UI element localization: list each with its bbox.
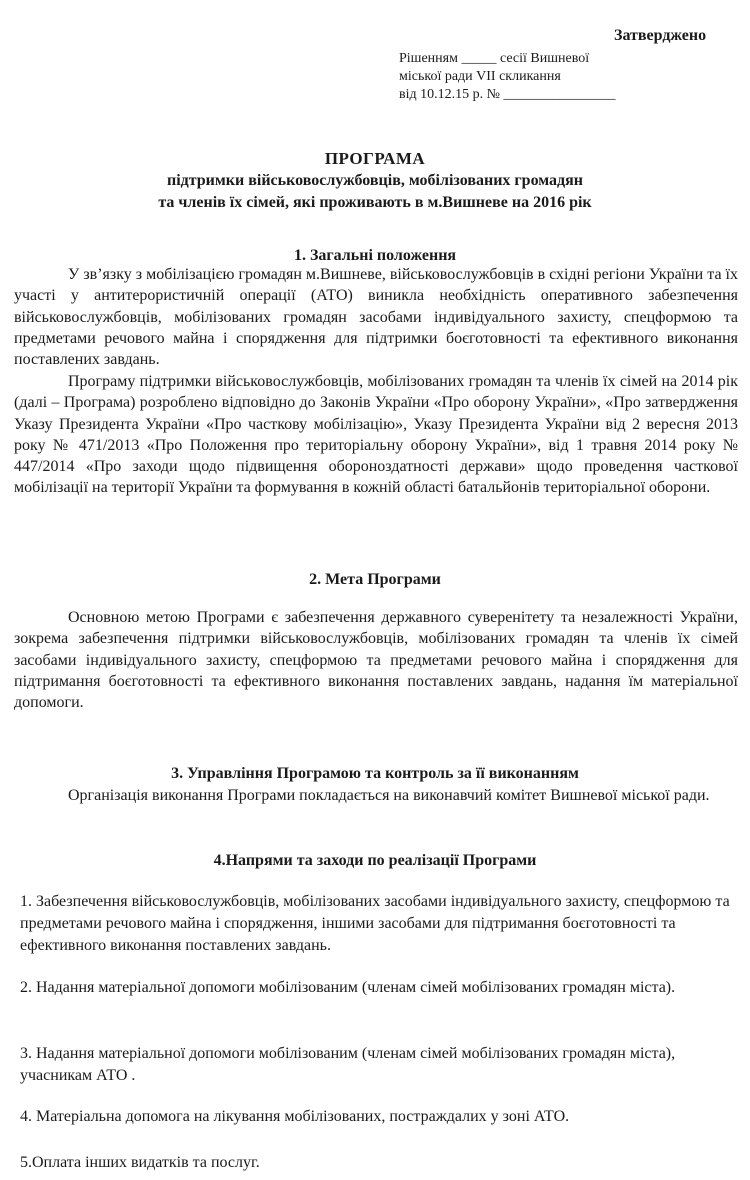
decision-line-1: Рішенням _____ сесії Вишневої	[399, 51, 590, 66]
list-item: 4. Матеріальна допомога на лікування мобілізованих, постраждалих у зоні АТО.	[20, 1108, 570, 1125]
section-3-heading: 3. Управління Програмою та контроль за її виконанням	[171, 765, 579, 782]
list-item: 2. Надання матеріальної допомоги мобілізованим (членам сімей мобілізованих громадян міста).	[20, 979, 676, 996]
list-item: 5.Оплата інших видатків та послуг.	[20, 1154, 260, 1171]
title-main: ПРОГРАМА	[324, 149, 426, 168]
section-3-paragraph-1: Організація виконання Програми покладається на виконавчий комітет Вишневої міської ради.	[68, 787, 710, 804]
list-item: 1. Забезпечення військовослужбовців, мобілізованих засобами індивідуального захисту, спецформою та предметами речового майна і спорядження, іншими засобами для підтримання боєготовності та ефективного виконання поставлених завдань.	[20, 893, 730, 954]
approved-label: Затверджено	[614, 27, 707, 44]
section-2-paragraph-1: Основною метою Програми є забезпечення державного суверенітету та незалежності України, зокрема забезпечення підтримки військовослужбовців, мобілізованих громадян та членів їх сімей засобами індивідуального захисту, спецформою та предметами речового майна і спорядження для підтримання боєготовності та ефективного виконання поставлених завдань, надання їм матеріальної допомоги.	[14, 609, 738, 712]
decision-reference	[399, 50, 615, 104]
section-4-heading: 4.Напрями та заходи по реалізації Програми	[213, 852, 537, 869]
decision-line-3: від 10.12.15 р. № ________________	[399, 87, 616, 102]
list-item: 3. Надання матеріальної допомоги мобілізованим (членам сімей мобілізованих громадян міста), учасникам АТО .	[20, 1045, 676, 1084]
section-1-paragraph-1: У зв’язку з мобілізацією громадян м.Вишневе, військовослужбовців в східні регіони України та їх участі у антитерористичній операції (АТО) виникла необхідність оперативного забезпечення військовослужбовців, мобілізованих громадян засобами індивідуального захисту, спецформою та предметами речового майна і спорядження для підтримки боєготовності та ефективного виконання поставлених завдань.	[14, 266, 738, 369]
section-1-paragraph-2: Програму підтримки військовослужбовців, мобілізованих громадян та членів їх сімей на 2014 рік (далі – Програма) розроблено відповідно до Законів України «Про оборону України», «Про затвердження Указу Президента України «Про часткову мобілізацію», Указу Президента України від 2 вересня 2013 року № 471/2013 «Про Положення про територіальну оборону України», від 1 травня 2014 року № 447/2014 «Про заходи щодо підвищення обороноздатності держави» щодо проведення часткової мобілізації на території України та формування в кожній області батальйонів територіальної оборони.	[14, 373, 738, 497]
section-1-heading: 1. Загальні положення	[293, 247, 457, 264]
decision-line-2: міської ради VII скликання	[399, 69, 561, 84]
title-line-1: підтримки військовослужбовців, мобілізованих громадян	[166, 172, 584, 189]
document-title	[0, 148, 750, 214]
section-2-heading: 2. Мета Програми	[309, 571, 441, 588]
title-line-2: та членів їх сімей, які проживають в м.Вишневе на 2016 рік	[158, 194, 592, 211]
